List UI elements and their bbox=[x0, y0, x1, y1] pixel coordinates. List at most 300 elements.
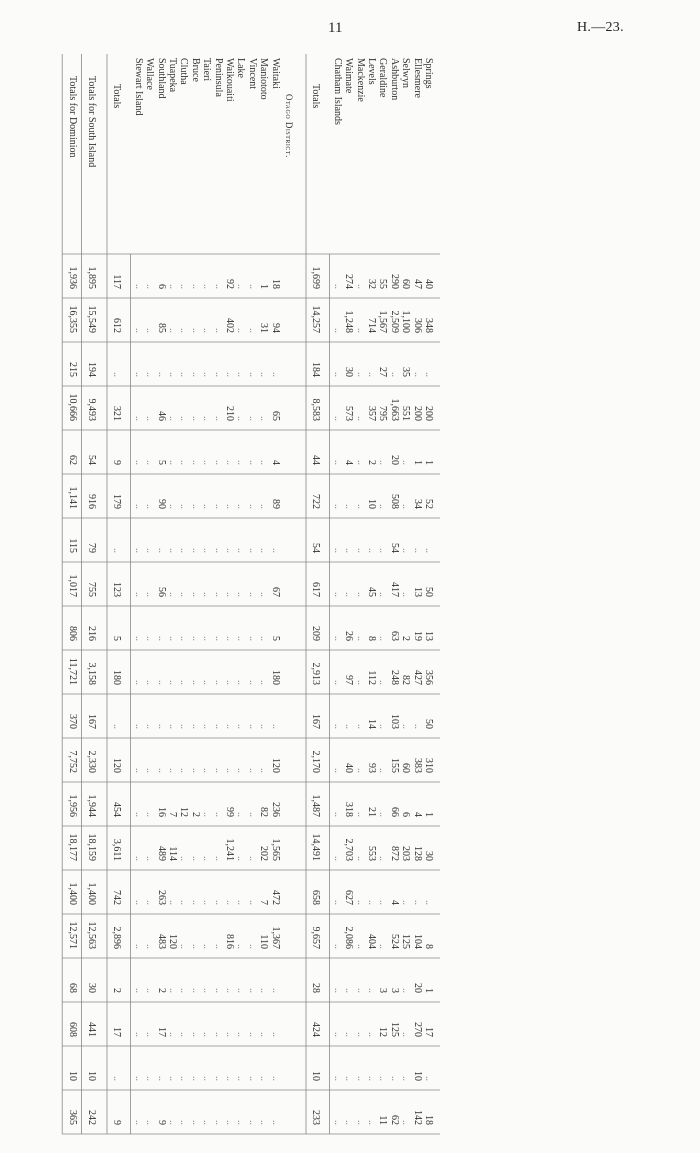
table-cell: 1,567 bbox=[377, 310, 389, 333]
table-cell: .. bbox=[246, 944, 258, 949]
table-cell: .. bbox=[201, 416, 213, 421]
table-cell: .. bbox=[189, 900, 201, 905]
table-cell: 62 bbox=[66, 455, 78, 465]
table-cell: .. bbox=[411, 724, 423, 729]
table-cell: .. bbox=[235, 900, 247, 905]
table-cell: 30 bbox=[86, 983, 97, 993]
table-cell: .. bbox=[354, 988, 366, 993]
table-cell: .. bbox=[167, 1076, 178, 1081]
table-cell: .. bbox=[331, 856, 343, 861]
table-cell: .. bbox=[212, 592, 224, 597]
table-cell: 20 bbox=[411, 983, 423, 993]
table-cell: 12 bbox=[178, 807, 190, 817]
table-cell: 14 bbox=[366, 719, 377, 729]
table-cell: 3 bbox=[388, 988, 400, 993]
table-cell: 40 bbox=[343, 763, 355, 773]
table-cell: 17 bbox=[423, 1027, 434, 1037]
table-cell: 816 bbox=[224, 934, 235, 949]
table-cell: 612 bbox=[111, 318, 123, 333]
table-cell: .. bbox=[354, 372, 366, 377]
table-cell: .. bbox=[144, 812, 156, 817]
table-cell: .. bbox=[235, 1076, 247, 1081]
table-cell: .. bbox=[258, 724, 270, 729]
table-cell: .. bbox=[400, 724, 412, 729]
table-cell: .. bbox=[132, 944, 144, 949]
table-cell: .. bbox=[212, 1120, 224, 1125]
table-cell: .. bbox=[343, 592, 355, 597]
table-cell: .. bbox=[132, 548, 144, 553]
row-label: Taieri bbox=[201, 58, 213, 82]
table-cell: 16,355 bbox=[66, 305, 78, 333]
table-cell: 34 bbox=[411, 499, 423, 509]
table-cell: .. bbox=[167, 900, 178, 905]
table-cell: 1,663 bbox=[388, 398, 400, 421]
table-cell: .. bbox=[246, 416, 258, 421]
table-cell: .. bbox=[423, 900, 434, 905]
table-cell: .. bbox=[132, 768, 144, 773]
row-label: Maniototo bbox=[258, 58, 270, 100]
table-cell: .. bbox=[343, 1032, 355, 1037]
table-cell: .. bbox=[354, 416, 366, 421]
table-cell: 125 bbox=[388, 1022, 400, 1037]
table-cell: 1,699 bbox=[310, 266, 322, 289]
table-cell: 92 bbox=[224, 279, 235, 289]
statistics-table bbox=[58, 54, 440, 1134]
table-cell: .. bbox=[167, 988, 178, 993]
table-cell: 35 bbox=[400, 367, 412, 377]
table-cell: .. bbox=[235, 284, 247, 289]
table-cell: .. bbox=[178, 328, 190, 333]
table-cell: .. bbox=[377, 680, 389, 685]
table-cell: .. bbox=[366, 900, 377, 905]
table-cell: 216 bbox=[86, 626, 97, 641]
table-cell: .. bbox=[144, 328, 156, 333]
table-cell: .. bbox=[201, 284, 213, 289]
table-cell: 103 bbox=[388, 714, 400, 729]
table-cell: .. bbox=[224, 1032, 235, 1037]
table-cell: .. bbox=[132, 460, 144, 465]
table-cell: .. bbox=[235, 548, 247, 553]
table-cell: .. bbox=[212, 944, 224, 949]
table-cell: 4 bbox=[269, 460, 281, 465]
table-cell: .. bbox=[269, 1076, 281, 1081]
table-cell: 2,170 bbox=[310, 750, 322, 773]
table-cell: .. bbox=[343, 504, 355, 509]
table-cell: 1,944 bbox=[86, 794, 97, 817]
table-cell: .. bbox=[132, 416, 144, 421]
table-cell: .. bbox=[132, 504, 144, 509]
table-cell: 45 bbox=[366, 587, 377, 597]
table-cell: .. bbox=[246, 328, 258, 333]
table-cell: 180 bbox=[269, 670, 281, 685]
table-cell: 6 bbox=[400, 812, 412, 817]
table-cell: 551 bbox=[400, 406, 412, 421]
table-cell: 27 bbox=[377, 367, 389, 377]
row-label: Stewart Island bbox=[132, 58, 144, 116]
table-cell: 26 bbox=[343, 631, 355, 641]
table-cell: .. bbox=[354, 592, 366, 597]
table-cell: 19 bbox=[411, 631, 423, 641]
table-cell: .. bbox=[201, 768, 213, 773]
table-cell: .. bbox=[224, 504, 235, 509]
table-cell: .. bbox=[212, 416, 224, 421]
table-cell: 608 bbox=[66, 1022, 78, 1037]
table-cell: 383 bbox=[411, 758, 423, 773]
table-cell: 97 bbox=[343, 675, 355, 685]
table-cell: 1,017 bbox=[66, 574, 78, 597]
table-cell: 1,487 bbox=[310, 794, 322, 817]
table-cell: .. bbox=[189, 988, 201, 993]
table-cell: 242 bbox=[86, 1110, 97, 1125]
table-cell: .. bbox=[224, 768, 235, 773]
table-cell: .. bbox=[331, 680, 343, 685]
table-cell: 270 bbox=[411, 1022, 423, 1037]
table-cell: 67 bbox=[269, 587, 281, 597]
table-cell: .. bbox=[354, 460, 366, 465]
table-cell: 215 bbox=[66, 362, 78, 377]
table-cell: 8,583 bbox=[310, 398, 322, 421]
table-cell: .. bbox=[155, 724, 167, 729]
table-cell: 8 bbox=[366, 636, 377, 641]
table-cell: .. bbox=[400, 1120, 412, 1125]
table-cell: .. bbox=[201, 1120, 213, 1125]
table-cell: 1,565 bbox=[269, 838, 281, 861]
table-cell: .. bbox=[212, 768, 224, 773]
table-cell: .. bbox=[269, 1032, 281, 1037]
table-cell: 90 bbox=[155, 499, 167, 509]
table-cell: 12,571 bbox=[66, 921, 78, 949]
table-cell: 424 bbox=[310, 1022, 322, 1037]
table-cell: .. bbox=[331, 768, 343, 773]
table-cell: .. bbox=[189, 680, 201, 685]
table-cell: .. bbox=[269, 1120, 281, 1125]
table-cell: .. bbox=[246, 856, 258, 861]
table-cell: 233 bbox=[310, 1110, 322, 1125]
table-cell: .. bbox=[189, 328, 201, 333]
table-cell: 54 bbox=[388, 543, 400, 553]
table-cell: .. bbox=[212, 988, 224, 993]
table-cell: .. bbox=[235, 724, 247, 729]
table-cell: 357 bbox=[366, 406, 377, 421]
table-cell: .. bbox=[343, 1076, 355, 1081]
table-cell: 56 bbox=[155, 587, 167, 597]
table-cell: 2,913 bbox=[310, 662, 322, 685]
table-cell: 553 bbox=[366, 846, 377, 861]
table-cell: .. bbox=[189, 372, 201, 377]
table-cell: 290 bbox=[388, 274, 400, 289]
table-cell: .. bbox=[167, 460, 178, 465]
table-cell: .. bbox=[144, 460, 156, 465]
table-cell: 3,158 bbox=[86, 662, 97, 685]
table-cell: .. bbox=[331, 636, 343, 641]
table-cell: 263 bbox=[155, 890, 167, 905]
table-cell: 248 bbox=[388, 670, 400, 685]
table-cell: 10 bbox=[310, 1071, 322, 1081]
table-cell: .. bbox=[144, 1120, 156, 1125]
table-cell: .. bbox=[167, 1032, 178, 1037]
row-label: Levels bbox=[366, 58, 377, 85]
row-label: Lake bbox=[235, 58, 247, 78]
table-cell: .. bbox=[189, 460, 201, 465]
table-cell: .. bbox=[235, 988, 247, 993]
table-cell: 115 bbox=[66, 538, 78, 553]
table-cell: .. bbox=[224, 592, 235, 597]
table-cell: 28 bbox=[310, 983, 322, 993]
table-cell: 117 bbox=[111, 274, 123, 289]
table-cell: .. bbox=[167, 372, 178, 377]
table-cell: .. bbox=[189, 724, 201, 729]
page-number: 11 bbox=[328, 20, 343, 36]
table-cell: .. bbox=[201, 1076, 213, 1081]
table-cell: .. bbox=[269, 548, 281, 553]
table-cell: 179 bbox=[111, 494, 123, 509]
table-cell: .. bbox=[235, 460, 247, 465]
table-cell: .. bbox=[235, 944, 247, 949]
table-cell: .. bbox=[144, 636, 156, 641]
table-cell: 54 bbox=[86, 455, 97, 465]
table-cell: .. bbox=[132, 328, 144, 333]
table-cell: .. bbox=[258, 988, 270, 993]
table-cell: 30 bbox=[423, 851, 434, 861]
table-cell: 9,493 bbox=[86, 398, 97, 421]
row-label: Chatham Islands bbox=[331, 58, 343, 125]
row-label: Bruce bbox=[189, 58, 201, 82]
table-cell: .. bbox=[224, 1120, 235, 1125]
table-cell: 1,367 bbox=[269, 926, 281, 949]
table-cell: .. bbox=[201, 328, 213, 333]
table-cell: .. bbox=[144, 988, 156, 993]
table-cell: .. bbox=[423, 372, 434, 377]
table-cell: .. bbox=[354, 284, 366, 289]
table-cell: .. bbox=[366, 1120, 377, 1125]
table-cell: .. bbox=[354, 504, 366, 509]
table-cell: 8 bbox=[423, 944, 434, 949]
row-label: Ellesmere bbox=[411, 58, 423, 98]
table-cell: .. bbox=[246, 592, 258, 597]
table-cell: 472 bbox=[269, 890, 281, 905]
table-cell: .. bbox=[212, 856, 224, 861]
table-cell: .. bbox=[167, 724, 178, 729]
row-label: Waitaki bbox=[269, 58, 281, 89]
row-label: Mackenzie bbox=[354, 58, 366, 102]
row-label: Springs bbox=[423, 58, 434, 89]
table-cell: .. bbox=[343, 988, 355, 993]
table-cell: 714 bbox=[366, 318, 377, 333]
table-cell: .. bbox=[132, 284, 144, 289]
table-cell: .. bbox=[258, 1120, 270, 1125]
table-cell: 200 bbox=[411, 406, 423, 421]
table-cell: .. bbox=[201, 988, 213, 993]
table-cell: .. bbox=[400, 900, 412, 905]
table-cell: .. bbox=[331, 416, 343, 421]
table-cell: .. bbox=[201, 372, 213, 377]
table-cell: .. bbox=[224, 680, 235, 685]
table-cell: 17 bbox=[155, 1027, 167, 1037]
table-cell: 52 bbox=[423, 499, 434, 509]
table-cell: 18,159 bbox=[86, 833, 97, 861]
table-cell: 120 bbox=[167, 934, 178, 949]
table-cell: .. bbox=[189, 944, 201, 949]
table-cell: .. bbox=[366, 1076, 377, 1081]
table-cell: 1 bbox=[411, 460, 423, 465]
table-cell: .. bbox=[258, 680, 270, 685]
table-cell: .. bbox=[212, 1076, 224, 1081]
table-cell: .. bbox=[178, 1076, 190, 1081]
table-cell: .. bbox=[258, 460, 270, 465]
table-cell: 7 bbox=[167, 812, 178, 817]
table-cell: 658 bbox=[310, 890, 322, 905]
table-cell: 1 bbox=[423, 988, 434, 993]
table-cell: 44 bbox=[310, 455, 322, 465]
row-label: Totals bbox=[111, 84, 123, 109]
table-cell: .. bbox=[331, 372, 343, 377]
table-cell: .. bbox=[354, 328, 366, 333]
table-cell: 9 bbox=[111, 1120, 123, 1125]
table-cell: .. bbox=[235, 812, 247, 817]
table-cell: 210 bbox=[224, 406, 235, 421]
table-cell: .. bbox=[201, 900, 213, 905]
table-cell: .. bbox=[224, 900, 235, 905]
table-cell: 184 bbox=[310, 362, 322, 377]
table-cell: 40 bbox=[423, 279, 434, 289]
table-cell: .. bbox=[331, 900, 343, 905]
table-cell: 1,241 bbox=[224, 838, 235, 861]
table-cell: .. bbox=[354, 724, 366, 729]
table-cell: .. bbox=[111, 548, 123, 553]
table-cell: 1,400 bbox=[66, 882, 78, 905]
table-cell: 167 bbox=[86, 714, 97, 729]
table-cell: .. bbox=[377, 900, 389, 905]
table-cell: 94 bbox=[269, 323, 281, 333]
table-cell: .. bbox=[246, 548, 258, 553]
table-cell: .. bbox=[189, 768, 201, 773]
table-cell: .. bbox=[258, 1032, 270, 1037]
table-cell: .. bbox=[144, 592, 156, 597]
table-cell: .. bbox=[167, 504, 178, 509]
table-cell: 12 bbox=[377, 1027, 389, 1037]
table-cell: 68 bbox=[66, 983, 78, 993]
table-cell: .. bbox=[400, 504, 412, 509]
table-cell: .. bbox=[343, 724, 355, 729]
table-cell: 9,657 bbox=[310, 926, 322, 949]
table-cell: .. bbox=[189, 856, 201, 861]
table-cell: 194 bbox=[86, 362, 97, 377]
table-cell: 489 bbox=[155, 846, 167, 861]
table-cell: .. bbox=[224, 724, 235, 729]
table-cell: .. bbox=[201, 944, 213, 949]
table-cell: 180 bbox=[111, 670, 123, 685]
table-cell: 1,895 bbox=[86, 266, 97, 289]
row-label: Tuapeka bbox=[167, 58, 178, 93]
table-cell: .. bbox=[212, 372, 224, 377]
table-cell: 617 bbox=[310, 582, 322, 597]
table-cell: 11,721 bbox=[66, 657, 78, 685]
table-cell: .. bbox=[377, 460, 389, 465]
table-cell: .. bbox=[144, 680, 156, 685]
table-cell: .. bbox=[246, 1120, 258, 1125]
table-cell: .. bbox=[132, 680, 144, 685]
table-cell: .. bbox=[423, 548, 434, 553]
table-cell: .. bbox=[167, 768, 178, 773]
table-cell: 1 bbox=[423, 812, 434, 817]
table-cell: .. bbox=[246, 636, 258, 641]
table-cell: .. bbox=[144, 372, 156, 377]
table-cell: .. bbox=[178, 284, 190, 289]
table-cell: .. bbox=[235, 768, 247, 773]
table-cell: .. bbox=[155, 636, 167, 641]
table-cell: 14,257 bbox=[310, 305, 322, 333]
table-cell: .. bbox=[377, 1076, 389, 1081]
table-cell: 30 bbox=[343, 367, 355, 377]
table-cell: 15,549 bbox=[86, 305, 97, 333]
table-cell: .. bbox=[189, 1076, 201, 1081]
table-cell: .. bbox=[178, 548, 190, 553]
table-cell: 306 bbox=[411, 318, 423, 333]
table-cell: .. bbox=[354, 856, 366, 861]
table-cell: .. bbox=[423, 1076, 434, 1081]
table-cell: 65 bbox=[269, 411, 281, 421]
table-cell: .. bbox=[366, 988, 377, 993]
table-cell: 10 bbox=[411, 1071, 423, 1081]
table-cell: .. bbox=[111, 724, 123, 729]
table-cell: .. bbox=[246, 372, 258, 377]
table-cell: .. bbox=[167, 416, 178, 421]
table-cell: 508 bbox=[388, 494, 400, 509]
table-cell: 274 bbox=[343, 274, 355, 289]
table-cell: 202 bbox=[258, 846, 270, 861]
table-cell: 60 bbox=[400, 763, 412, 773]
table-cell: .. bbox=[343, 1120, 355, 1125]
table-cell: .. bbox=[235, 416, 247, 421]
table-cell: .. bbox=[212, 900, 224, 905]
table-cell: 1,956 bbox=[66, 794, 78, 817]
table-cell: .. bbox=[201, 504, 213, 509]
table-cell: 742 bbox=[111, 890, 123, 905]
table-cell: 114 bbox=[167, 846, 178, 861]
table-cell: 318 bbox=[343, 802, 355, 817]
table-cell: 82 bbox=[258, 807, 270, 817]
table-cell: .. bbox=[144, 724, 156, 729]
table-cell: .. bbox=[132, 592, 144, 597]
table-cell: 209 bbox=[310, 626, 322, 641]
table-cell: .. bbox=[189, 416, 201, 421]
table-cell: .. bbox=[132, 856, 144, 861]
table-cell: .. bbox=[400, 592, 412, 597]
table-cell: .. bbox=[400, 460, 412, 465]
table-cell: 3 bbox=[377, 988, 389, 993]
row-label: Totals bbox=[310, 84, 322, 109]
table-cell: .. bbox=[354, 680, 366, 685]
table-cell: .. bbox=[167, 592, 178, 597]
table-cell: .. bbox=[132, 900, 144, 905]
table-cell: .. bbox=[144, 548, 156, 553]
table-cell: .. bbox=[144, 1032, 156, 1037]
row-label: Ashburton bbox=[388, 58, 400, 101]
table-cell: .. bbox=[354, 768, 366, 773]
table-cell: .. bbox=[331, 1120, 343, 1125]
table-cell: .. bbox=[224, 988, 235, 993]
table-cell: .. bbox=[224, 1076, 235, 1081]
table-cell: .. bbox=[178, 856, 190, 861]
table-cell: .. bbox=[178, 724, 190, 729]
table-cell: 2,703 bbox=[343, 838, 355, 861]
table-cell: 50 bbox=[423, 719, 434, 729]
table-cell: .. bbox=[212, 680, 224, 685]
table-cell: .. bbox=[144, 768, 156, 773]
table-cell: .. bbox=[388, 372, 400, 377]
table-cell: 321 bbox=[111, 406, 123, 421]
table-cell: .. bbox=[132, 1120, 144, 1125]
